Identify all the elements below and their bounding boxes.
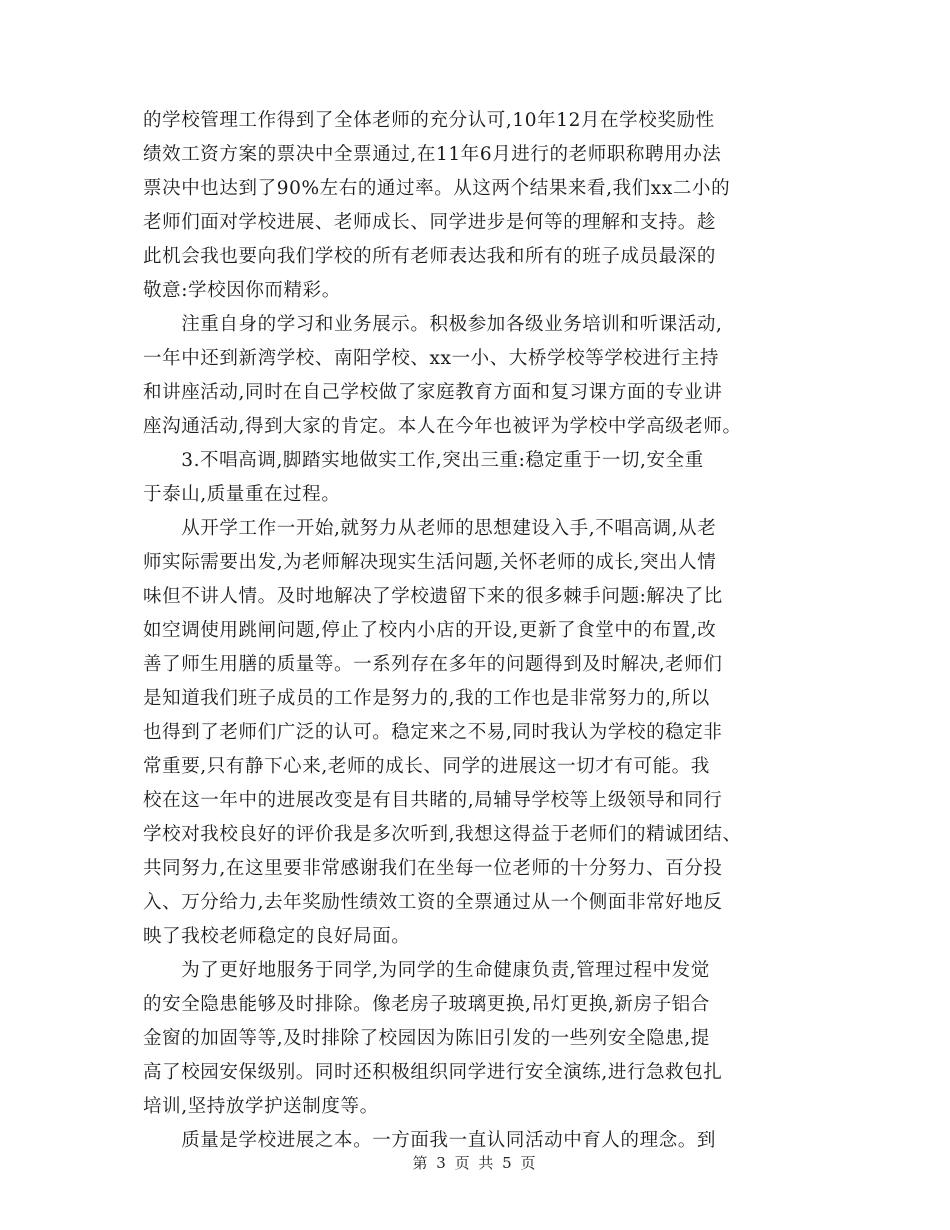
text-line: 校在这一年中的进展改变是有目共睹的,局辅导学校等上级领导和同行: [143, 790, 723, 811]
text-line: 绩效工资方案的票决中全票通过,在11年6月进行的老师职称聘用办法: [143, 144, 722, 165]
text-line: 共同努力,在这里要非常感谢我们在坐每一位老师的十分努力、百分投: [143, 858, 723, 879]
text-line: 入、万分给力,去年奖励性绩效工资的全票通过从一个侧面非常好地反: [143, 892, 723, 913]
text-line: 高了校园安保级别。同时还积极组织同学进行安全演练,进行急救包扎: [143, 1062, 723, 1083]
text-line: 的安全隐患能够及时排除。像老房子玻璃更换,吊灯更换,新房子铝合: [143, 994, 710, 1015]
text-line: 票决中也达到了90%左右的通过率。从这两个结果来看,我们xx二小的: [143, 178, 731, 199]
text-line: 金窗的加固等等,及时排除了校园因为陈旧引发的一些列安全隐患,提: [143, 1028, 710, 1049]
text-line: 质量是学校进展之本。一方面我一直认同活动中育人的理念。到: [143, 1130, 717, 1151]
page-footer: 第 3 页 共 5 页: [412, 1154, 538, 1172]
text-line: 注重自身的学习和业务展示。积极参加各级业务培训和听课活动,: [143, 314, 723, 335]
text-line: 一年中还到新湾学校、南阳学校、xx一小、大桥学校等学校进行主持: [143, 348, 719, 369]
text-line: 老师们面对学校进展、老师成长、同学进步是何等的理解和支持。趁: [143, 212, 717, 233]
text-line: 映了我校老师稳定的良好局面。: [143, 926, 411, 947]
text-line: 从开学工作一开始,就努力从老师的思想建设入手,不唱高调,从老: [143, 518, 717, 539]
text-line: 味但不讲人情。及时地解决了学校遗留下来的很多棘手问题:解决了比: [143, 586, 723, 607]
text-line: 敬意:学校因你而精彩。: [143, 280, 341, 301]
body-text: [143, 104, 823, 1158]
text-line: 也得到了老师们广泛的认可。稳定来之不易,同时我认为学校的稳定非: [143, 722, 723, 743]
text-line: 善了师生用膳的质量等。一系列存在多年的问题得到及时解决,老师们: [143, 654, 723, 675]
text-line: 学校对我校良好的评价我是多次听到,我想这得益于老师们的精诚团结、: [143, 824, 742, 845]
text-line: 此机会我也要向我们学校的所有老师表达我和所有的班子成员最深的: [143, 246, 717, 267]
text-line: 是知道我们班子成员的工作是努力的,我的工作也是非常努力的,所以: [143, 688, 710, 709]
text-line: 3.不唱高调,脚踏实地做实工作,突出三重:稳定重于一切,安全重: [143, 450, 704, 471]
text-line: 如空调使用跳闸问题,停止了校内小店的开设,更新了食堂中的布置,改: [143, 620, 717, 641]
text-line: 和讲座活动,同时在自己学校做了家庭教育方面和复习课方面的专业讲: [143, 382, 723, 403]
text-line: 的学校管理工作得到了全体老师的充分认可,10年12月在学校奖励性: [143, 110, 715, 131]
text-line: 于泰山,质量重在过程。: [143, 484, 341, 505]
text-line: 师实际需要出发,为老师解决现实生活问题,关怀老师的成长,突出人情: [143, 552, 717, 573]
text-line: 为了更好地服务于同学,为同学的生命健康负责,管理过程中发觉: [143, 960, 710, 981]
text-line: 座沟通活动,得到大家的肯定。本人在今年也被评为学校中学高级老师。: [143, 416, 742, 437]
text-line: 培训,坚持放学护送制度等。: [143, 1096, 379, 1117]
text-line: 常重要,只有静下心来,老师的成长、同学的进展这一切才有可能。我: [143, 756, 710, 777]
